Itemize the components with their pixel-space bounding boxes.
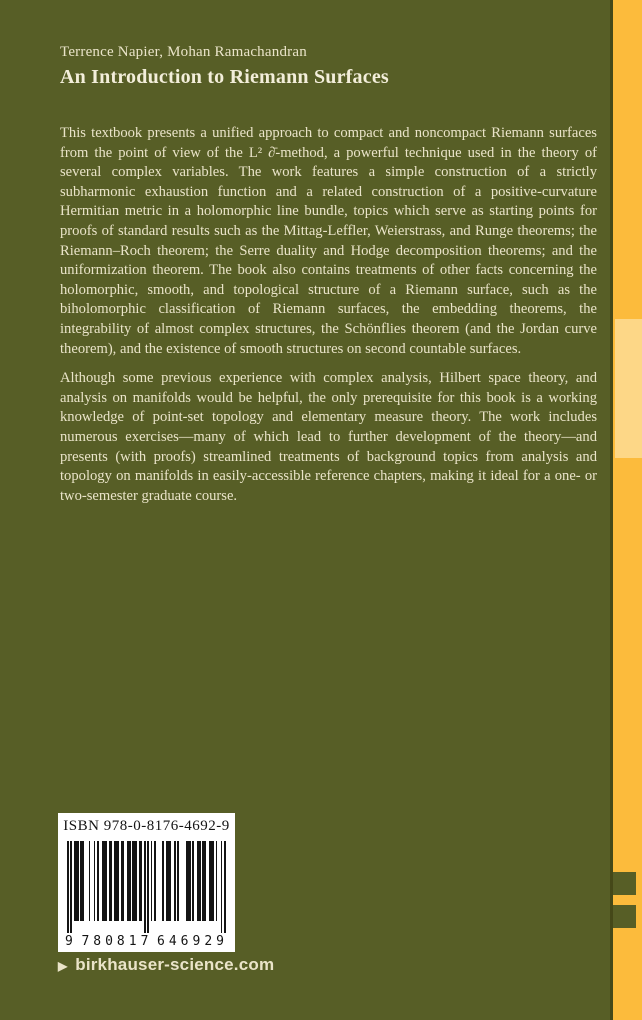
stripe-light-block: [615, 319, 642, 458]
book-title: An Introduction to Riemann Surfaces: [60, 66, 389, 88]
authors: Terrence Napier, Mohan Ramachandran: [60, 44, 307, 60]
accent-stripe: [610, 0, 642, 1020]
publisher-url-line: [58, 955, 274, 975]
barcode-panel: [58, 813, 235, 952]
heading: [60, 42, 596, 90]
play-triangle-icon: ▶: [58, 959, 68, 973]
barcode-digit-group-3: 646929: [157, 934, 228, 949]
synopsis: [60, 124, 597, 516]
barcode: [67, 841, 226, 937]
barcode-digits: [65, 934, 228, 949]
synopsis-paragraph-2: Although some previous experience with complex analysis, Hilbert space theory, and analysis on manifolds would be helpful, the only prerequisite for this book is a working knowledge of point-set topology and elementary measure theory. The work includes numerous exercises—many of which lead to further development of the theory—and presents (with proofs) streamlined treatments of background topics from analysis and topology on manifolds in easily-accessible reference chapters, making it ideal for a one- or two-semester graduate course.: [60, 370, 597, 504]
stripe-olive-block-1: [613, 872, 636, 895]
barcode-digit-group-1: 9: [65, 934, 77, 949]
stripe-olive-block-2: [613, 905, 636, 928]
synopsis-paragraph-1: This textbook presents a unified approach to compact and noncompact Riemann surfaces from the point of view of the L² ∂̄-method, a powerful technique used in the theory of several complex variables. The work features a simple construction of a strictly subharmonic exhaustion function and a related construction of a positive-curvature Hermitian metric in a holomorphic line bundle, topics which serve as starting points for proofs of standard results such as the Mittag-Leffler, Weierstrass, and Runge theorems; the Riemann–Roch theorem; the Serre duality and Hodge decomposition theorems; and the uniformization theorem. The book also contains treatments of other facts concerning the holomorphic, smooth, and topological structure of a Riemann surface, such as the biholomorphic classification of Riemann surfaces, the embedding theorems, the integrability of almost complex structures, the Schönflies theorem (and the Jordan curve theorem), and the existence of smooth structures on second countable surfaces.: [60, 125, 597, 357]
barcode-digit-group-2: 780817: [81, 934, 153, 949]
isbn-label: ISBN 978-0-8176-4692-9: [63, 818, 230, 834]
publisher-url: birkhauser-science.com: [75, 955, 275, 974]
